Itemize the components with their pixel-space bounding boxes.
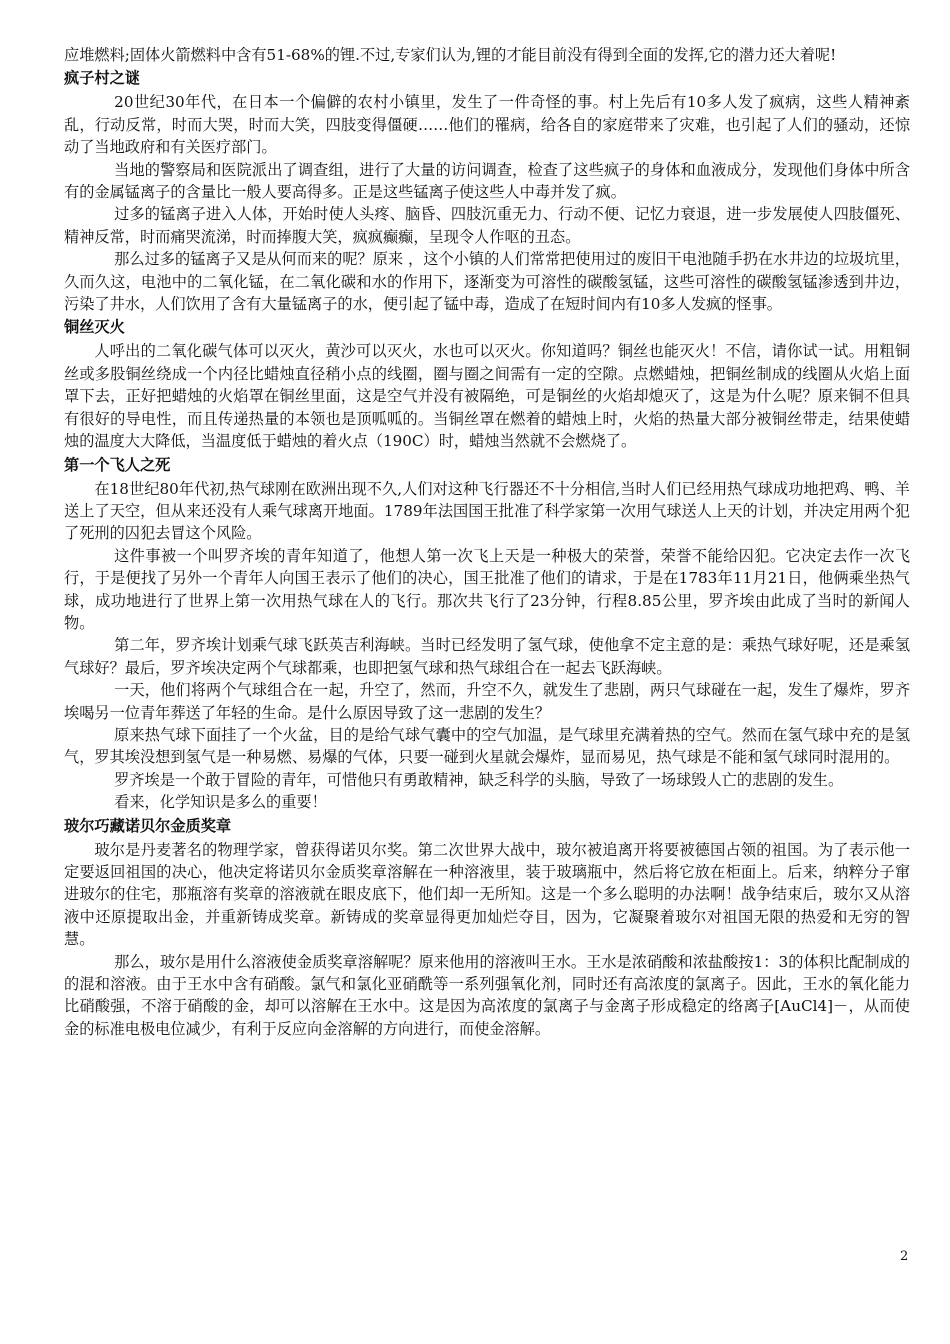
paragraph: 看来，化学知识是多么的重要！ [114,793,327,812]
page-number: 2 [900,1249,909,1264]
section-title-first-flyer: 第一个飞人之死 [64,455,171,474]
intro-paragraph: 应堆燃料;固体火箭燃料中含有51-68%的锂.不过,专家们认为,锂的才能目前没有得到全面的发挥,它的潜力还大着呢! [64,46,837,64]
paragraph: 这件事被一个叫罗齐埃的青年知道了，他想人第一次飞上天是一种极大的荣誉，荣誉不能给囚犯。它决定去作一次飞行，于是便找了另外一个青年人向国王表示了他们的决心，国王批准了他们的请求，于是在1783年11月21日，他俩乘坐热气球，成功地进行了世界上第一次用热气球在人的飞行。那次共飞行了23分钟，行程8.85公里，罗齐埃由此成了当时的新闻人物。 [64,546,910,632]
paragraph: 20世纪30年代，在日本一个偏僻的农村小镇里，发生了一件奇怪的事。村上先后有10多人发了疯病，这些人精神紊乱，行动反常，时而大哭，时而大笑，四肢变得僵硬……他们的罹病，给各自的家庭带来了灾难，也引起了人们的骚动，还惊动了当地政府和有关医疗部门。 [64,93,910,157]
paragraph: 过多的锰离子进入人体，开始时使人头疼、脑昏、四肢沉重无力、行动不便、记忆力衰退，进一步发展使人四肢僵死、精神反常，时而痛哭流涕，时而捧腹大笑，疯疯癫癫，呈现令人作呕的丑态。 [64,205,910,246]
document-body [64,44,910,1040]
paragraph: 在18世纪80年代初,热气球刚在欧洲出现不久,人们对这种飞行器还不十分相信,当时人们已经用热气球成功地把鸡、鸭、羊送上了天空，但从来还没有人乘气球离开地面。1789年法国国王批准了科学家第一次用气球送人上天的计划，并决定用两个犯了死刑的囚犯去冒这个风险。 [64,479,910,543]
paragraph: 人呼出的二氧化碳气体可以灭火，黄沙可以灭火，水也可以灭火。你知道吗？铜丝也能灭火！不信，请你试一试。用粗铜丝或多股铜丝绕成一个内径比蜡烛直径稍小点的线圈，圈与圈之间需有一定的空隙。点燃蜡烛，把铜丝制成的线圈从火焰上面罩下去，正好把蜡烛的火焰罩在铜丝里面，这是空气并没有被隔绝，可是铜丝的火焰却熄灭了，这是为什么呢？原来铜不但具有很好的导电性，而且传递热量的本领也是顶呱呱的。当铜丝罩在燃着的蜡烛上时，火焰的热量大部分被铜丝带走，结果使蜡烛的温度大大降低，当温度低于蜡烛的着火点（190C）时，蜡烛当然就不会燃烧了。 [64,342,910,451]
section-title-copper-wire: 铜丝灭火 [64,318,125,337]
paragraph: 罗齐埃是一个敢于冒险的青年，可惜他只有勇敢精神，缺乏科学的头脑，导致了一场球毁人亡的悲剧的发生。 [114,770,844,789]
paragraph: 那么，玻尔是用什么溶液使金质奖章溶解呢？原来他用的溶液叫王水。王水是浓硝酸和浓盐酸按1：3的体积比配制成的的混和溶液。由于王水中含有硝酸。氯气和氯化亚硝酰等一系列强氧化剂，同时还有高浓度的氯离子。因此，王水的氧化能力比硝酸强，不溶于硝酸的金，却可以溶解在王水中。这是因为高浓度的氯离子与金离子形成稳定的络离子[AuCl4]－，从而使金的标准电极电位减少，有利于反应向金溶解的方向进行，而使金溶解。 [64,952,910,1038]
paragraph: 原来热气球下面挂了一个火盆，目的是给气球气囊中的空气加温，是气球里充满着热的空气。然而在氢气球中充的是氢气，罗其埃没想到氢气是一种易燃、易爆的气体，只要一碰到火星就会爆炸，显而易见，热气球是不能和氢气球同时混用的。 [64,725,910,767]
paragraph: 那么过多的锰离子又是从何而来的呢？原来 ，这个小镇的人们常常把使用过的废旧干电池随手扔在水井边的垃圾坑里，久而久这，电池中的二氧化锰，在二氧化碳和水的作用下，逐渐变为可溶性的碳酸氢锰，这些可溶性的碳酸氢锰渗透到井边，污染了井水，人们饮用了含有大量锰离子的水，便引起了锰中毒，造成了在短时间内有10多人发疯的怪事。 [64,250,910,314]
paragraph: 当地的警察局和医院派出了调查组，进行了大量的访问调查，检查了这些疯子的身体和血液成分，发现他们身体中所含有的金属锰离子的含量比一般人要高得多。正是这些锰离子使这些人中毒并发了疯。 [64,160,910,202]
paragraph: 第二年，罗齐埃计划乘气球飞跃英吉利海峡。当时已经发明了氢气球，使他拿不定主意的是：乘热气球好呢，还是乘氢气球好？最后，罗齐埃决定两个气球都乘，也即把氢气球和热气球组合在一起去飞跃海峡。 [64,636,910,677]
section-title-bohr-medal: 玻尔巧藏诺贝尔金质奖章 [64,816,232,835]
paragraph: 玻尔是丹麦著名的物理学家，曾获得诺贝尔奖。第二次世界大战中，玻尔被追离开将要被德国占领的祖国。为了表示他一定要返回祖国的决心，他决定将诺贝尔金质奖章溶解在一种溶液里，装于玻璃瓶中，然后将它放在柜面上。后来，纳粹分子窜进玻尔的住宅，那瓶溶有奖章的溶液就在眼皮底下，他们却一无所知。这是一个多么聪明的办法啊！战争结束后，玻尔又从溶液中还原提取出金，并重新铸成奖章。新铸成的奖章显得更加灿烂夺目，因为，它凝聚着玻尔对祖国无限的热爱和无穷的智慧。 [64,840,910,949]
paragraph: 一天，他们将两个气球组合在一起，升空了，然而，升空不久，就发生了悲剧，两只气球碰在一起，发生了爆炸，罗齐埃喝另一位青年葬送了年轻的生命。是什么原因导致了这一悲剧的发生？ [64,681,910,722]
section-title-madmen-village: 疯子村之谜 [64,69,140,88]
